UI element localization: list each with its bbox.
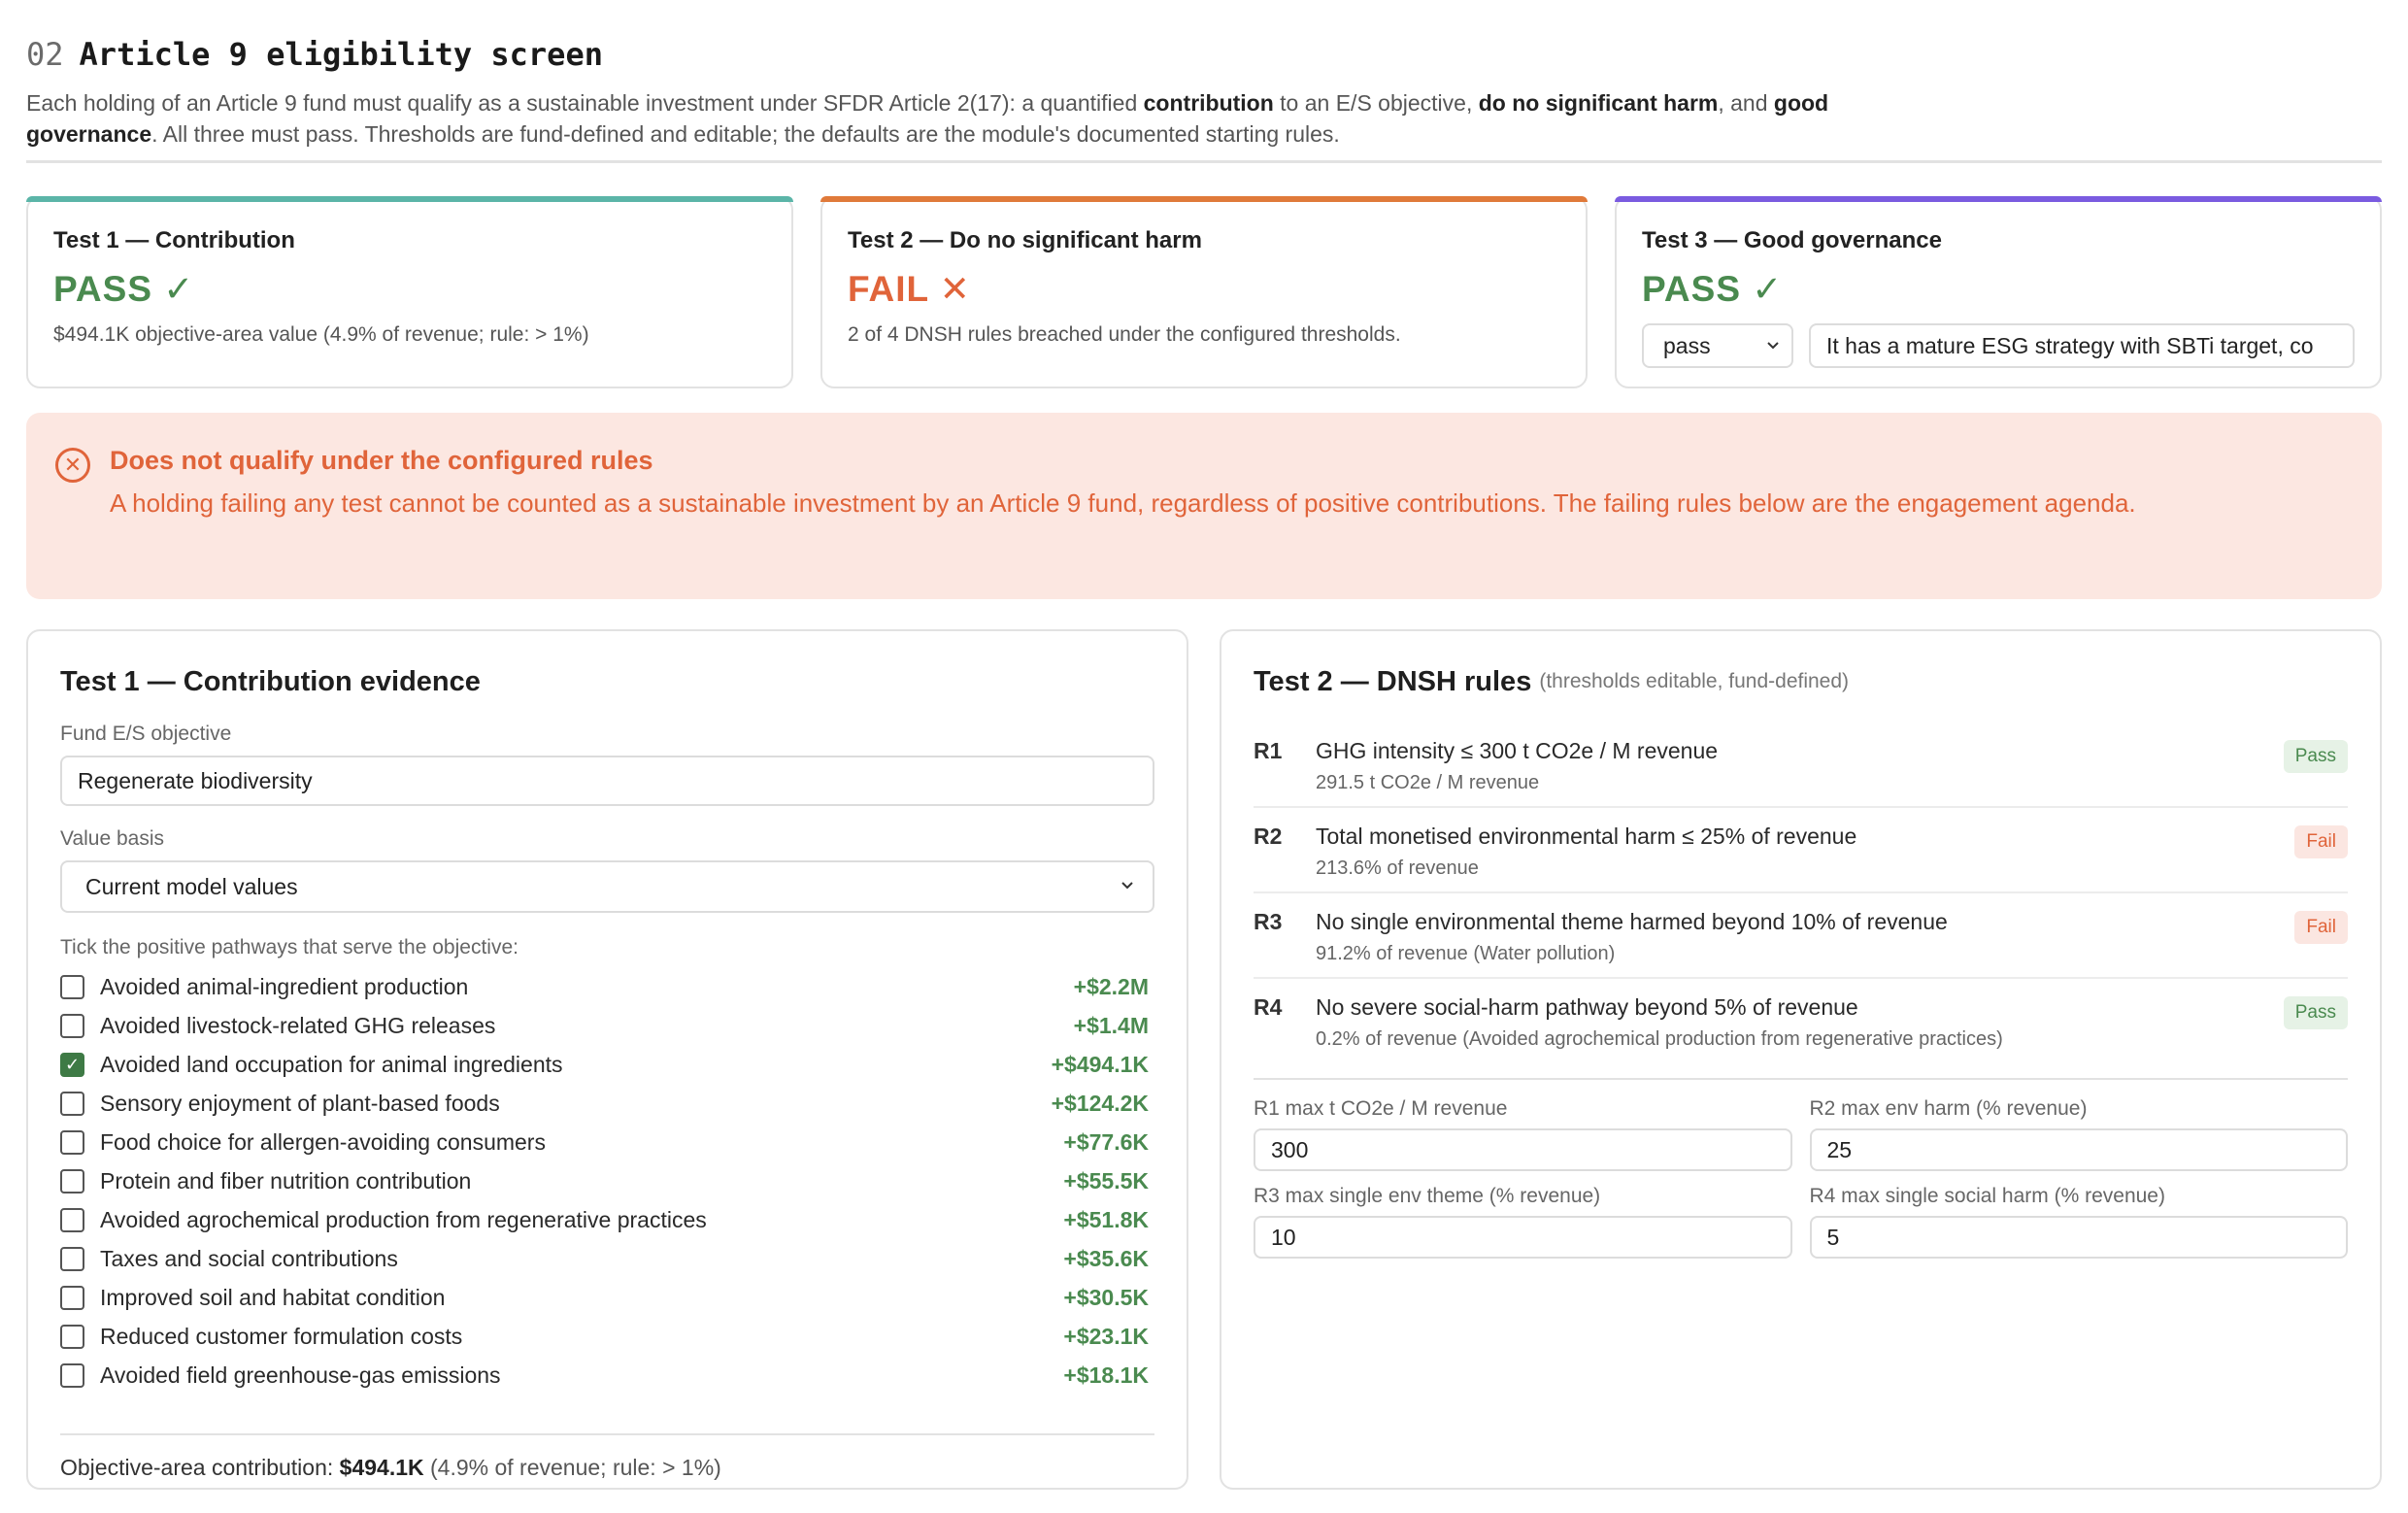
section-header	[26, 33, 2382, 150]
pathway-label: Food choice for allergen-avoiding consumers	[100, 1128, 546, 1155]
objective-input[interactable]: Regenerate biodiversity	[60, 756, 1154, 806]
pathways-label: Tick the positive pathways that serve the objective:	[60, 936, 518, 958]
qualification-alert	[26, 413, 2382, 599]
alert-title: Does not qualify under the configured rules	[110, 446, 653, 475]
pathway-item[interactable]	[60, 1123, 1154, 1161]
chevron-down-icon	[1764, 333, 1782, 359]
rule-measured-value: 213.6% of revenue	[1316, 857, 1479, 879]
contribution-summary	[60, 1455, 1154, 1481]
dnsh-rule-row	[1254, 723, 2348, 808]
pathway-label: Avoided livestock-related GHG releases	[100, 1012, 496, 1038]
threshold-field	[1810, 1097, 2349, 1171]
threshold-input[interactable]: 300	[1254, 1128, 1792, 1171]
pathway-left	[60, 1362, 501, 1389]
pathway-checkbox[interactable]	[60, 1092, 84, 1116]
pathway-left	[60, 1052, 563, 1078]
pathway-value: +$2.2M	[1073, 973, 1149, 999]
dnsh-rule-row	[1254, 979, 2348, 1064]
summary-note: (4.9% of revenue; rule: > 1%)	[423, 1455, 721, 1480]
contribution-evidence-panel	[26, 629, 1188, 1490]
rule-id: R3	[1254, 909, 1283, 934]
panel-title: Test 1 — Contribution evidence	[60, 665, 481, 697]
thresholds-divider	[1254, 1078, 2348, 1080]
pathway-label: Protein and fiber nutrition contribution	[100, 1167, 472, 1194]
threshold-label: R3 max single env theme (% revenue)	[1254, 1185, 1601, 1207]
rule-description: Total monetised environmental harm ≤ 25% of revenue	[1316, 824, 1857, 849]
pathway-checkbox[interactable]: ✓	[60, 1053, 84, 1077]
pathway-item[interactable]	[60, 1356, 1154, 1395]
pathway-label: Improved soil and habitat condition	[100, 1284, 446, 1310]
threshold-input[interactable]: 25	[1810, 1128, 2349, 1171]
test-card-note: 2 of 4 DNSH rules breached under the configured thresholds.	[848, 323, 1401, 346]
pathway-checkbox[interactable]	[60, 1325, 84, 1349]
pathway-value: +$18.1K	[1063, 1362, 1149, 1388]
chevron-down-icon	[1118, 874, 1137, 900]
status-badge: Fail	[2294, 911, 2348, 944]
test-card-title: Test 3 — Good governance	[1642, 227, 1942, 253]
pathway-left	[60, 974, 468, 1000]
rule-measured-value: 0.2% of revenue (Avoided agrochemical production from regenerative practices)	[1316, 1028, 2003, 1050]
pathway-item[interactable]	[60, 1006, 1154, 1045]
pathway-value: +$77.6K	[1063, 1128, 1149, 1155]
rule-description: No single environmental theme harmed beyond 10% of revenue	[1316, 909, 1948, 934]
card-accent-bar	[820, 196, 1588, 202]
dnsh-rule-row	[1254, 808, 2348, 893]
test-card-title: Test 1 — Contribution	[53, 227, 295, 253]
pathway-left	[60, 1091, 500, 1117]
pathway-value: +$23.1K	[1063, 1323, 1149, 1349]
alert-body: A holding failing any test cannot be counted as a sustainable investment by an Article 9 fund, regardless of positive contributions. The failing rules below are the engagement agenda.	[110, 488, 2136, 518]
pathway-left	[60, 1324, 462, 1350]
pathway-label: Avoided field greenhouse-gas emissions	[100, 1362, 501, 1388]
dnsh-subtitle: (thresholds editable, fund-defined)	[1539, 670, 1850, 692]
pathway-checkbox[interactable]	[60, 1247, 84, 1271]
pathway-left	[60, 1168, 471, 1194]
pathways-divider	[60, 1433, 1154, 1435]
test-card-note: $494.1K objective-area value (4.9% of revenue; rule: > 1%)	[53, 323, 589, 346]
rule-text	[1316, 994, 2284, 1051]
x-circle-icon: ✕	[55, 448, 90, 483]
section-number: 02	[26, 36, 64, 73]
test-verdict-pass: PASS ✓	[1642, 269, 1784, 309]
test-card-dnsh	[820, 196, 1588, 388]
rule-text	[1316, 824, 2294, 880]
pathway-left	[60, 1207, 707, 1233]
rule-text	[1316, 738, 2284, 794]
pathway-item[interactable]	[60, 1239, 1154, 1278]
header-divider	[26, 160, 2382, 163]
card-accent-bar	[26, 196, 793, 202]
pathway-checkbox[interactable]	[60, 1286, 84, 1310]
pathway-left	[60, 1013, 495, 1039]
governance-controls	[1642, 323, 2355, 368]
page-title	[26, 33, 2382, 76]
threshold-label: R2 max env harm (% revenue)	[1809, 1097, 2088, 1120]
status-badge: Fail	[2294, 825, 2348, 858]
pathway-checkbox[interactable]	[60, 1014, 84, 1038]
intro-bold: do no significant harm	[1478, 90, 1719, 116]
pathway-label: Taxes and social contributions	[100, 1245, 398, 1271]
summary-amount: $494.1K	[339, 1455, 424, 1480]
pathway-checkbox[interactable]	[60, 1363, 84, 1388]
test-card-title: Test 2 — Do no significant harm	[848, 227, 1202, 253]
threshold-field	[1810, 1185, 2349, 1259]
pathway-value: +$55.5K	[1063, 1167, 1149, 1194]
value-basis-value: Current model values	[85, 873, 298, 899]
pathway-label: Sensory enjoyment of plant-based foods	[100, 1090, 500, 1116]
test-card-governance	[1615, 196, 2382, 388]
section-title: Article 9 eligibility screen	[79, 36, 603, 73]
card-accent-bar	[1615, 196, 2382, 202]
pathway-left	[60, 1129, 546, 1156]
pathway-checkbox[interactable]	[60, 975, 84, 999]
threshold-fields	[1254, 1097, 2348, 1259]
panel-title	[1254, 662, 2348, 701]
dnsh-rule-row	[1254, 893, 2348, 979]
governance-status-select[interactable]	[1642, 323, 1793, 368]
dnsh-rules-panel	[1220, 629, 2382, 1490]
threshold-field	[1254, 1185, 1792, 1259]
status-badge: Pass	[2284, 740, 2348, 773]
intro-bold: good governance	[26, 90, 1829, 147]
dnsh-rule-list	[1254, 723, 2348, 1064]
rule-id: R4	[1254, 994, 1283, 1020]
pathway-left	[60, 1246, 398, 1272]
governance-status-value: pass	[1663, 332, 1711, 358]
governance-reason-input[interactable]: It has a mature ESG strategy with SBTi target, co	[1809, 323, 2355, 368]
intro-text	[26, 87, 1832, 150]
threshold-input[interactable]: 5	[1810, 1216, 2349, 1259]
value-basis-select[interactable]	[60, 860, 1154, 913]
threshold-field	[1254, 1097, 1792, 1171]
test-verdict-fail: FAIL ✕	[848, 269, 971, 309]
pathway-left	[60, 1285, 445, 1311]
intro-part: , and	[1718, 90, 1774, 116]
rule-measured-value: 291.5 t CO2e / M revenue	[1316, 772, 1540, 793]
pathway-checkbox[interactable]	[60, 1130, 84, 1155]
pathway-value: +$30.5K	[1063, 1284, 1149, 1310]
pathway-label: Reduced customer formulation costs	[100, 1323, 463, 1349]
test-card-contribution	[26, 196, 793, 388]
rule-description: No severe social-harm pathway beyond 5% of revenue	[1316, 994, 1858, 1020]
pathway-item[interactable]	[60, 1084, 1154, 1123]
pathway-value: +$124.2K	[1051, 1090, 1149, 1116]
rule-measured-value: 91.2% of revenue (Water pollution)	[1316, 943, 1616, 964]
pathway-item[interactable]	[60, 1045, 1154, 1084]
status-badge: Pass	[2284, 996, 2348, 1029]
intro-part: Each holding of an Article 9 fund must qualify as a sustainable investment under SFDR Article 2(17): a quantified	[26, 90, 1144, 116]
pathway-value: +$51.8K	[1063, 1206, 1149, 1232]
threshold-label: R1 max t CO2e / M revenue	[1254, 1097, 1508, 1120]
pathway-label: Avoided animal-ingredient production	[100, 973, 469, 999]
test-cards	[26, 196, 2382, 388]
objective-label: Fund E/S objective	[60, 723, 232, 745]
pathway-value: +$494.1K	[1051, 1051, 1149, 1077]
pathway-value: +$1.4M	[1073, 1012, 1149, 1038]
rule-text	[1316, 909, 2294, 965]
rule-id: R1	[1254, 738, 1283, 763]
dnsh-title: Test 2 — DNSH rules	[1254, 665, 1532, 697]
pathways-list[interactable]	[60, 967, 1154, 1424]
intro-part: . All three must pass. Thresholds are fund-defined and editable; the defaults are the module's documented starting rules.	[151, 121, 1340, 147]
pathway-value: +$35.6K	[1063, 1245, 1149, 1271]
intro-bold: contribution	[1143, 90, 1274, 116]
pathway-item[interactable]	[60, 1317, 1154, 1356]
pathway-label: Avoided agrochemical production from regenerative practices	[100, 1206, 707, 1232]
pathway-item[interactable]	[60, 1161, 1154, 1200]
value-basis-label: Value basis	[60, 827, 165, 850]
pathway-label: Avoided land occupation for animal ingredients	[100, 1051, 563, 1077]
pathway-item[interactable]	[60, 1200, 1154, 1239]
summary-prefix: Objective-area contribution:	[60, 1455, 340, 1480]
threshold-label: R4 max single social harm (% revenue)	[1809, 1185, 2165, 1207]
threshold-input[interactable]: 10	[1254, 1216, 1792, 1259]
rule-description: GHG intensity ≤ 300 t CO2e / M revenue	[1316, 738, 1719, 763]
pathway-item[interactable]	[60, 967, 1154, 1006]
rule-id: R2	[1254, 824, 1283, 849]
pathway-checkbox[interactable]	[60, 1169, 84, 1194]
test-verdict-pass: PASS ✓	[53, 269, 195, 309]
intro-part: to an E/S objective,	[1273, 90, 1479, 116]
pathway-item[interactable]	[60, 1278, 1154, 1317]
pathway-checkbox[interactable]	[60, 1208, 84, 1232]
